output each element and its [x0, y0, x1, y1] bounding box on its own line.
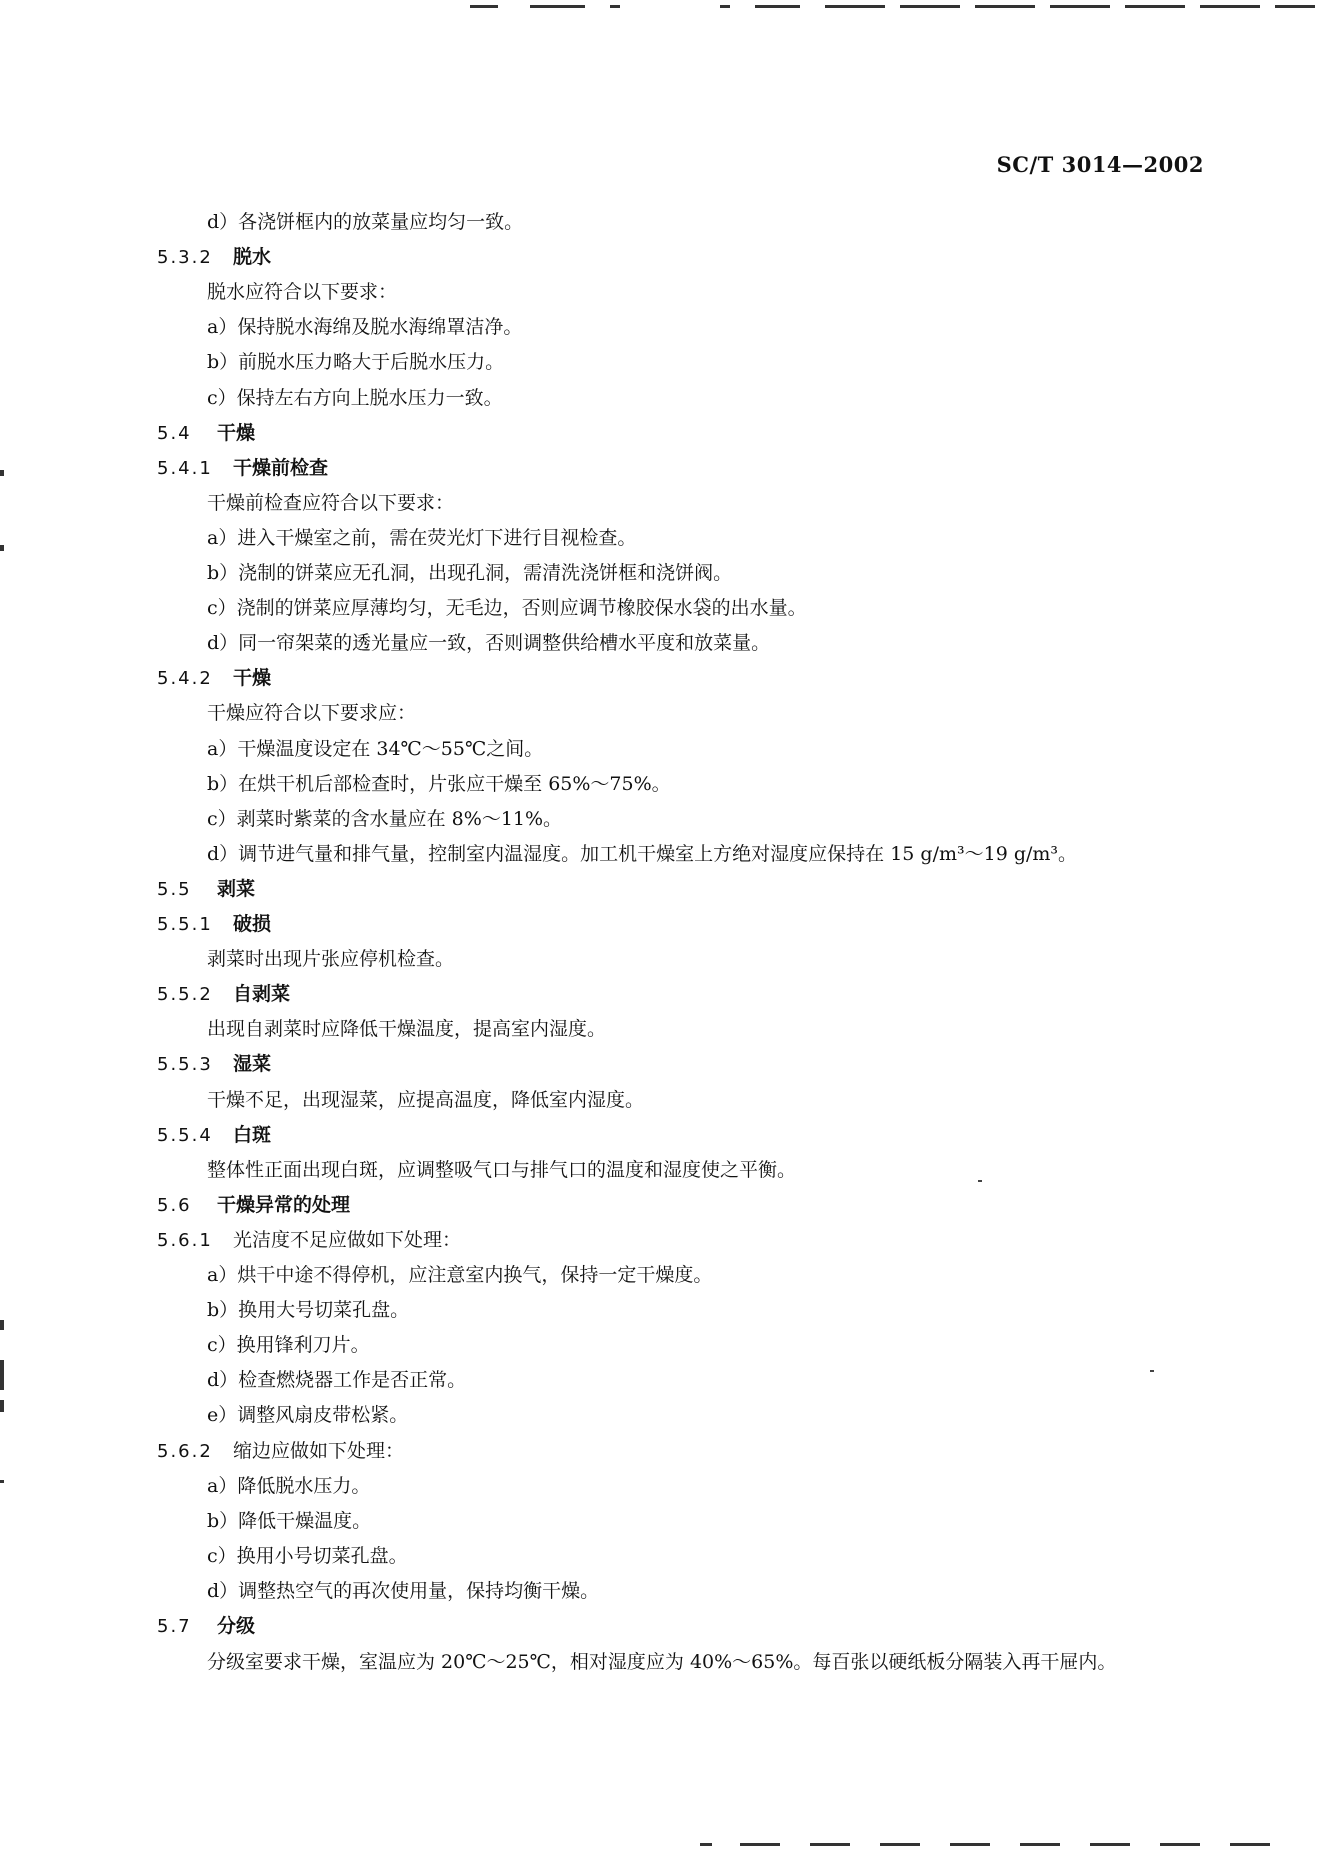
section-heading [157, 416, 255, 451]
section-heading [157, 1609, 255, 1644]
paragraph-line: e）调整风扇皮带松紧。 [207, 1404, 409, 1427]
section-heading [157, 977, 290, 1012]
section-title: 湿菜 [233, 1053, 272, 1076]
paragraph-line: 干燥应符合以下要求应： [207, 702, 417, 725]
paragraph-line: b）前脱水压力略大于后脱水压力。 [207, 351, 505, 374]
section-title: 剥菜 [217, 877, 256, 900]
paragraph-line: d）调整热空气的再次使用量，保持均衡干燥。 [207, 1579, 600, 1602]
section-number: 5.5.3 [157, 1054, 213, 1076]
scan-speck [978, 1180, 982, 1182]
section-heading [157, 661, 271, 696]
scan-bottom-marks [640, 1840, 1280, 1850]
standard-number: SC/T 3014—2002 [996, 152, 1204, 177]
paragraph-line: d）调节进气量和排气量，控制室内温湿度。加工机干燥室上方绝对湿度应保持在 15 g/m³～19 g/m³。 [207, 842, 1078, 865]
section-number: 5.4.2 [157, 668, 213, 690]
scan-top-marks [470, 0, 1320, 14]
section-title: 干燥 [233, 667, 272, 690]
section-number: 5.4.1 [157, 457, 213, 479]
paragraph-line: d）同一帘架菜的透光量应一致，否则调整供给槽水平度和放菜量。 [207, 632, 771, 655]
section-heading [157, 240, 271, 275]
paragraph-line: a）烘干中途不得停机，应注意室内换气，保持一定干燥度。 [207, 1264, 713, 1286]
paragraph-line: 干燥前检查应符合以下要求： [207, 491, 455, 514]
section-heading [157, 1434, 404, 1469]
section-number: 5.6.1 [157, 1229, 213, 1251]
paragraph-line: d）各浇饼框内的放菜量应均匀一致。 [207, 211, 524, 233]
section-heading [157, 1047, 271, 1082]
paragraph-line: 剥菜时出现片张应停机检查。 [207, 948, 455, 971]
section-heading [157, 872, 255, 907]
paragraph-line: b）降低干燥温度。 [207, 1509, 372, 1532]
section-heading [157, 1118, 271, 1153]
paragraph-line: a）降低脱水压力。 [207, 1474, 371, 1497]
section-heading [157, 1223, 461, 1258]
paragraph-line: c）换用锋利刀片。 [207, 1334, 370, 1357]
section-title: 缩边应做如下处理： [233, 1439, 405, 1462]
section-heading [157, 907, 271, 942]
section-number: 5.5.1 [157, 914, 213, 935]
paragraph-line: a）干燥温度设定在 34℃～55℃之间。 [207, 737, 544, 760]
section-heading [157, 451, 328, 486]
section-title: 白斑 [233, 1123, 272, 1146]
paragraph-line: 脱水应符合以下要求： [207, 281, 398, 304]
paragraph-line: 出现自剥菜时应降低干燥温度，提高室内湿度。 [207, 1018, 607, 1041]
section-number: 5.6.2 [157, 1440, 213, 1462]
section-number: 5.5.2 [157, 984, 213, 1006]
section-title: 自剥菜 [233, 983, 291, 1006]
section-title: 光洁度不足应做如下处理： [233, 1228, 462, 1251]
paragraph-line: 整体性正面出现白斑，应调整吸气口与排气口的温度和湿度使之平衡。 [207, 1158, 797, 1181]
section-title: 干燥前检查 [233, 456, 329, 479]
paragraph-line: d）检查燃烧器工作是否正常。 [207, 1369, 467, 1392]
paragraph-line: b）换用大号切菜孔盘。 [207, 1299, 410, 1322]
paragraph-line: c）保持左右方向上脱水压力一致。 [207, 386, 503, 409]
section-number: 5.7 [157, 1616, 192, 1637]
section-title: 分级 [217, 1615, 256, 1637]
paragraph-line: c）剥菜时紫菜的含水量应在 8%～11%。 [207, 807, 563, 830]
paragraph-line: 干燥不足，出现湿菜，应提高温度，降低室内湿度。 [207, 1088, 645, 1111]
section-number: 5.6 [157, 1194, 192, 1216]
section-number: 5.4 [157, 422, 192, 444]
paragraph-line: c）浇制的饼菜应厚薄均匀，无毛边，否则应调节橡胶保水袋的出水量。 [207, 597, 807, 620]
paragraph-line: a）保持脱水海绵及脱水海绵罩洁净。 [207, 316, 523, 339]
paragraph-line: 分级室要求干燥，室温应为 20℃～25℃，相对湿度应为 40%～65%。每百张以硬纸板分隔装入再干屉内。 [207, 1651, 1117, 1674]
section-title: 脱水 [233, 246, 272, 269]
section-title: 干燥 [217, 421, 256, 444]
section-number: 5.5.4 [157, 1124, 213, 1146]
paragraph-line: a）进入干燥室之前，需在荧光灯下进行目视检查。 [207, 526, 637, 549]
paragraph-line: c）换用小号切菜孔盘。 [207, 1544, 408, 1567]
paragraph-line: b）浇制的饼菜应无孔洞，出现孔洞，需清洗浇饼框和浇饼阀。 [207, 562, 733, 584]
section-title: 破损 [233, 913, 272, 935]
paragraph-line: b）在烘干机后部检查时，片张应干燥至 65%～75%。 [207, 772, 671, 795]
section-title: 干燥异常的处理 [217, 1193, 351, 1216]
scan-speck [1150, 1370, 1154, 1372]
section-number: 5.3.2 [157, 247, 213, 269]
section-number: 5.5 [157, 878, 192, 900]
section-heading [157, 1188, 350, 1223]
